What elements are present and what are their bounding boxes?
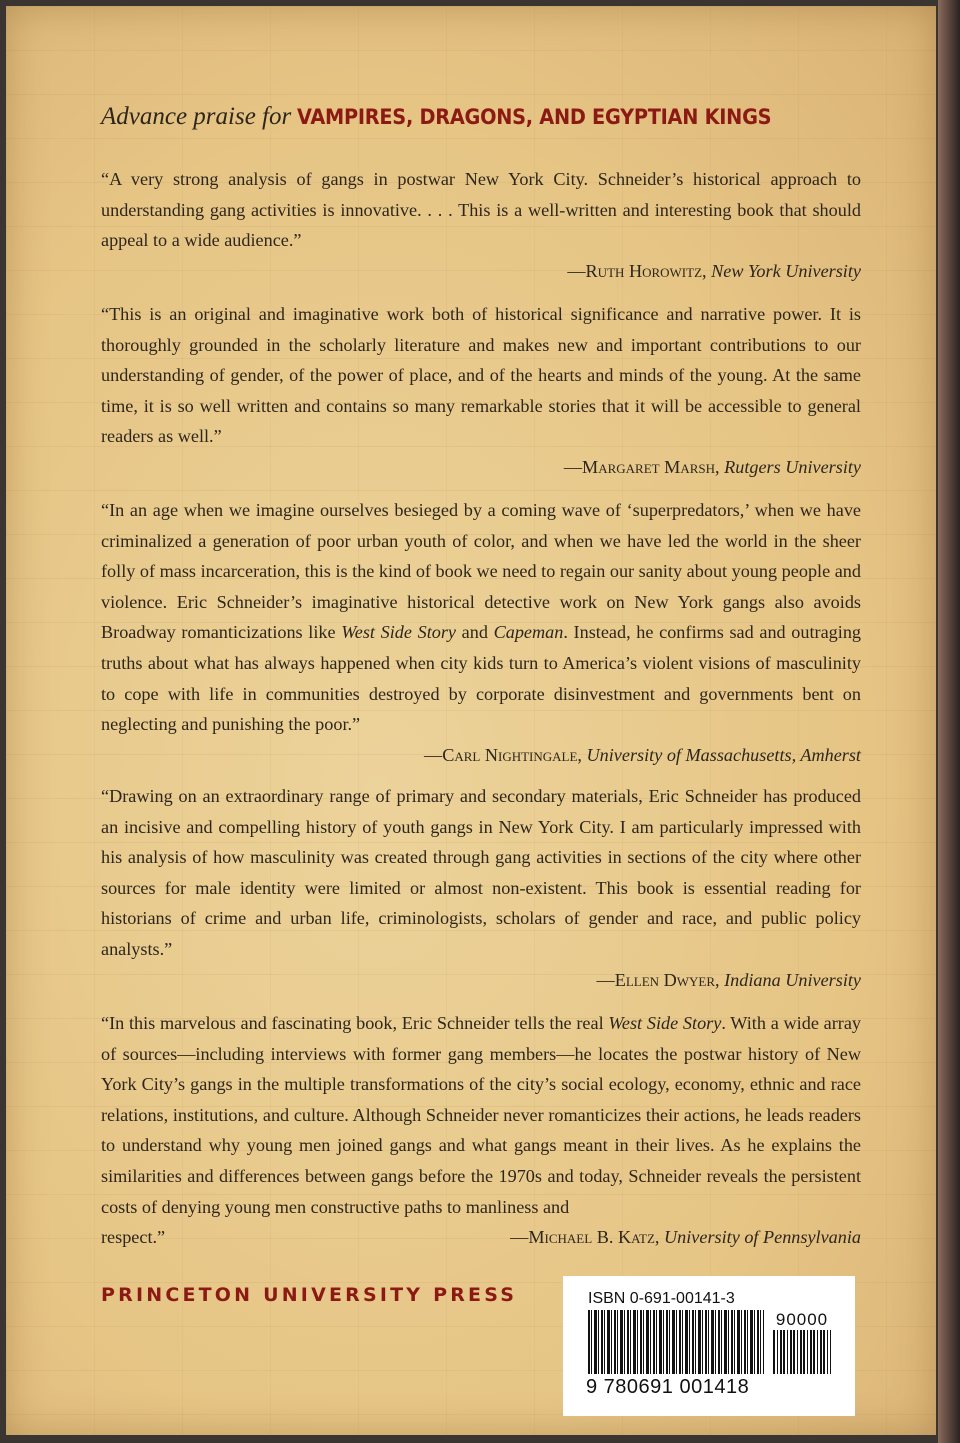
blurb-author: Margaret Marsh — [582, 456, 716, 477]
blurb-attribution: —Carl Nightingale, University of Massachusetts, Amherst — [424, 744, 861, 765]
blurb-institution: Rutgers University — [724, 456, 861, 477]
blurb-text: “This is an original and imaginative work both of historical significance and narrative power. It is thoroughly grounded in the scholarly literature and makes new and important contributions to our understanding of gender, of the power of place, and of the hearts and minds of the young. At the same time, it is so well written and contains so many remarkable stories that it will be accessible to general readers as well.” — [101, 304, 861, 447]
blurb-horowitz — [101, 164, 861, 286]
ean-digits: 9 780691 001418 — [586, 1376, 750, 1398]
title-west-side-story: West Side Story — [608, 1013, 722, 1033]
blurb-text: “In an age when we imagine ourselves besieged by a coming wave of ‘superpredators,’ when we have criminalized a generation of poor urban youth of color, and when we have led the world in the sheer folly of mass incarceration, this is the kind of book we need to regain our sanity about young people and violence. Eric Schneider’s imaginative historical detective work on New York gangs also avoids Broadway romanticizations like West Side Story and Capeman. Instead, he confirms sad and outraging truths about what has always happened when city kids turn to America’s violent visions of masculinity to cope with life in communities destroyed by corporate disinvestment and governments bent on neglecting and punishing the poor.” — [101, 500, 862, 735]
blurb-attribution: —Ruth Horowitz, New York University — [567, 260, 861, 281]
ean-barcode-bars — [588, 1310, 764, 1374]
spine-edge — [938, 0, 960, 1443]
blurb-attribution: —Ellen Dwyer, Indiana University — [596, 969, 861, 990]
isbn-barcode — [563, 1276, 855, 1416]
blurb-text: “In this marvelous and fascinating book, Eric Schneider tells the real West Side Story. With a wide array of sources—including interviews with former gang members—he locates the postwar history of New York City’s gangs in the multiple transformations of the city’s social ecology, economy, ethnic and race relations, institutions, and culture. Although Schneider never romanticizes their actions, he leads readers to understand why young men joined gangs and what gangs meant in their lives. As he explains the similarities and differences between gangs before the 1970s and today, Schneider reveals the persistent costs of denying young men constructive paths to manliness and — [101, 1013, 862, 1217]
praise-header — [101, 103, 901, 131]
price-addon-bars — [773, 1330, 831, 1374]
blurb-author: Carl Nightingale — [442, 744, 578, 765]
blurb-dwyer — [101, 781, 861, 995]
blurb-institution: University of Pennsylvania — [664, 1227, 861, 1248]
blurb-author: Ruth Horowitz — [585, 260, 703, 281]
isbn-label: ISBN 0-691-00141-3 — [588, 1290, 735, 1307]
blurb-last-line — [101, 1222, 861, 1253]
price-addon-digits: 90000 — [775, 1310, 829, 1329]
blurb-attribution: —Michael B. Katz, University of Pennsylvania — [510, 1227, 861, 1248]
title-capeman: Capeman — [493, 622, 564, 643]
blurb-last-word: respect.” — [101, 1227, 166, 1248]
blurb-attribution: —Margaret Marsh, Rutgers University — [563, 456, 861, 477]
blurb-katz — [101, 1008, 861, 1253]
publisher-name: PRINCETON UNIVERSITY PRESS — [101, 1284, 518, 1306]
blurb-author: Ellen Dwyer — [614, 969, 716, 990]
book-title: VAMPIRES, DRAGONS, AND EGYPTIAN KINGS — [297, 105, 772, 129]
blurb-institution: Indiana University — [724, 969, 861, 990]
title-west-side-story: West Side Story — [341, 622, 456, 643]
back-cover — [6, 6, 936, 1435]
blurb-institution: University of Massachusetts, Amherst — [586, 744, 861, 765]
blurb-nightingale — [101, 495, 861, 770]
blurb-text: “Drawing on an extraordinary range of primary and secondary materials, Eric Schneider has produced an incisive and compelling history of youth gangs in New York City. I am particularly impressed with his analysis of how masculinity was created through gang activities in sections of the city where other sources for male identity were limited or almost non-existent. This book is essential reading for historians of crime and urban life, criminologists, scholars of gender and race, and public policy analysts.” — [101, 786, 861, 959]
blurb-text: “A very strong analysis of gangs in postwar New York City. Schneider’s historical approach to understanding gang activities is innovative. . . . This is a well-written and interesting book that should appeal to a wide audience.” — [101, 169, 861, 251]
praise-lead: Advance praise for — [101, 103, 292, 130]
blurb-institution: New York University — [711, 260, 861, 281]
blurb-author: Michael B. Katz — [528, 1227, 655, 1248]
blurb-marsh — [101, 299, 861, 483]
